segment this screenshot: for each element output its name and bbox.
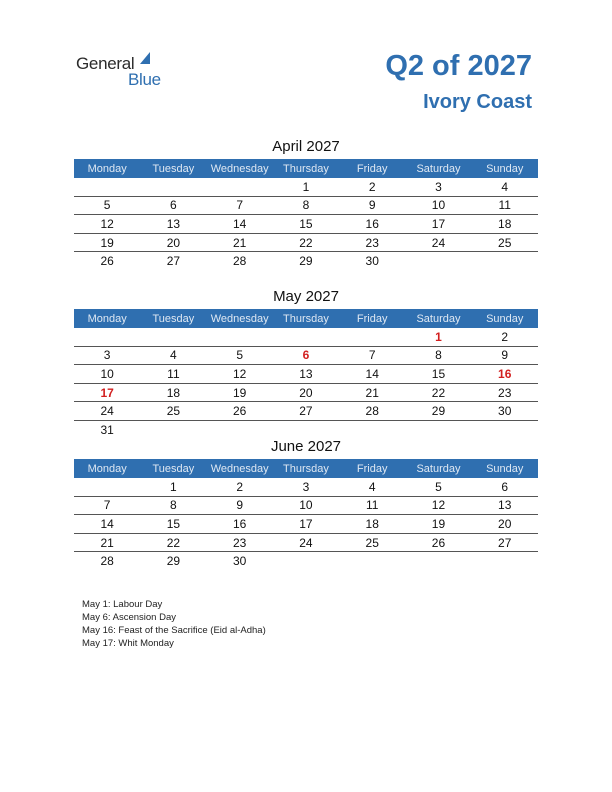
month-may <box>74 287 538 439</box>
day-cell: 3 <box>103 348 111 363</box>
holiday-day-cell: 16 <box>498 366 512 381</box>
day-cell: 2 <box>236 479 243 494</box>
day-cell: 22 <box>431 385 446 400</box>
day-cell: 22 <box>299 235 313 250</box>
day-cell: 19 <box>100 235 114 250</box>
week-row <box>74 534 538 553</box>
day-cell: 23 <box>365 235 379 250</box>
weekday-label: Wednesday <box>210 462 269 475</box>
day-cell: 21 <box>100 535 114 550</box>
day-cell: 24 <box>100 404 114 419</box>
day-cell: 13 <box>299 366 313 381</box>
day-cell: 17 <box>299 516 313 531</box>
weekday-label: Sunday <box>486 462 524 475</box>
day-cell: 29 <box>299 254 313 269</box>
day-cell: 8 <box>435 348 442 363</box>
weekday-header <box>74 159 538 178</box>
day-cell: 15 <box>431 366 446 381</box>
logo-triangle-icon <box>140 52 150 64</box>
day-cell: 7 <box>368 348 376 363</box>
day-cell: 11 <box>498 198 511 213</box>
holiday-day-cell: 6 <box>302 348 310 363</box>
day-cell: 2 <box>368 179 376 194</box>
week-row <box>74 478 538 497</box>
day-cell: 10 <box>431 198 446 213</box>
day-cell: 27 <box>498 535 512 550</box>
week-row <box>74 421 538 439</box>
day-cell: 11 <box>167 366 180 381</box>
day-cell: 23 <box>498 385 512 400</box>
day-cell: 16 <box>365 216 379 231</box>
weekday-label: Monday <box>87 462 127 475</box>
week-row <box>74 215 538 234</box>
page-title: Q2 of 2027 <box>385 50 532 82</box>
day-cell: 7 <box>103 498 111 513</box>
day-cell: 27 <box>166 254 181 269</box>
day-cell: 15 <box>166 516 181 531</box>
weekday-header <box>74 309 538 328</box>
month-title: June 2027 <box>270 438 342 455</box>
week-row <box>74 384 538 403</box>
holiday-notes <box>82 598 266 650</box>
day-cell: 16 <box>232 516 247 531</box>
week-row <box>74 515 538 534</box>
day-cell: 2 <box>501 329 509 344</box>
day-cell: 30 <box>498 404 512 419</box>
day-cell: 4 <box>501 179 509 194</box>
day-cell: 25 <box>166 404 181 419</box>
generalblue-logo <box>76 52 176 88</box>
week-row <box>74 402 538 421</box>
holiday-note: May 6: Ascension Day <box>82 612 176 623</box>
day-cell: 3 <box>435 179 442 194</box>
day-cell: 26 <box>100 254 114 269</box>
month-april <box>74 137 538 270</box>
day-cell: 28 <box>100 554 114 569</box>
day-cell: 20 <box>166 235 181 250</box>
day-cell: 5 <box>435 479 442 494</box>
month-title: May 2027 <box>273 288 339 305</box>
day-cell: 31 <box>100 422 114 437</box>
day-cell: 19 <box>431 516 446 531</box>
weekday-label: Saturday <box>416 162 461 175</box>
day-cell: 20 <box>299 385 313 400</box>
day-cell: 14 <box>232 216 247 231</box>
logo-general-text: General <box>76 54 135 73</box>
day-cell: 14 <box>100 516 114 531</box>
weekday-label: Sunday <box>486 162 524 175</box>
day-cell: 17 <box>431 216 446 231</box>
day-cell: 24 <box>299 535 313 550</box>
day-cell: 10 <box>299 498 313 513</box>
week-row <box>74 234 538 253</box>
holiday-day-cell: 17 <box>100 385 114 400</box>
page-subtitle: Ivory Coast <box>423 91 532 113</box>
weekday-label: Tuesday <box>152 462 195 475</box>
weekday-label: Sunday <box>486 312 524 325</box>
day-cell: 21 <box>365 385 379 400</box>
day-cell: 19 <box>232 385 247 400</box>
month-title: April 2027 <box>272 138 340 155</box>
day-cell: 29 <box>166 554 181 569</box>
weekday-label: Monday <box>87 312 127 325</box>
week-row <box>74 365 538 384</box>
day-cell: 28 <box>232 254 247 269</box>
day-cell: 12 <box>232 366 247 381</box>
day-cell: 4 <box>368 479 376 494</box>
week-row <box>74 552 538 570</box>
day-cell: 20 <box>498 516 512 531</box>
day-cell: 7 <box>236 198 243 213</box>
weekday-label: Thursday <box>283 462 329 475</box>
weekday-header <box>74 459 538 478</box>
day-cell: 23 <box>232 535 247 550</box>
week-row <box>74 197 538 216</box>
day-cell: 21 <box>232 235 247 250</box>
day-cell: 8 <box>170 498 177 513</box>
weekday-label: Saturday <box>416 462 461 475</box>
day-cell: 22 <box>166 535 181 550</box>
day-cell: 14 <box>365 366 379 381</box>
day-cell: 13 <box>166 216 181 231</box>
weekday-label: Thursday <box>283 312 329 325</box>
day-cell: 1 <box>170 479 177 494</box>
day-cell: 9 <box>236 498 243 513</box>
weekday-label: Monday <box>87 162 127 175</box>
week-row <box>74 347 538 366</box>
day-cell: 25 <box>498 235 512 250</box>
day-cell: 13 <box>498 498 512 513</box>
weekday-label: Thursday <box>283 162 329 175</box>
day-cell: 9 <box>501 348 509 363</box>
day-cell: 18 <box>365 516 379 531</box>
weekday-label: Friday <box>356 462 388 475</box>
week-row <box>74 252 538 270</box>
day-cell: 18 <box>498 216 512 231</box>
day-cell: 5 <box>236 348 243 363</box>
day-cell: 29 <box>431 404 446 419</box>
day-cell: 27 <box>299 404 313 419</box>
day-cell: 10 <box>100 366 114 381</box>
day-cell: 12 <box>431 498 446 513</box>
day-cell: 1 <box>302 179 310 194</box>
day-cell: 5 <box>103 198 111 213</box>
day-cell: 4 <box>170 348 177 363</box>
holiday-day-cell: 1 <box>435 329 442 344</box>
day-cell: 15 <box>299 216 313 231</box>
week-row <box>74 497 538 516</box>
day-cell: 11 <box>365 498 379 513</box>
logo-blue-text: Blue <box>128 70 161 89</box>
week-row <box>74 178 538 197</box>
day-cell: 8 <box>302 198 310 213</box>
day-cell: 6 <box>501 479 509 494</box>
day-cell: 24 <box>431 235 446 250</box>
weekday-label: Friday <box>356 162 388 175</box>
day-cell: 26 <box>232 404 247 419</box>
day-cell: 3 <box>302 479 310 494</box>
holiday-note: May 16: Feast of the Sacrifice (Eid al-Adha) <box>82 625 266 636</box>
weekday-label: Friday <box>356 312 388 325</box>
weekday-label: Wednesday <box>210 162 269 175</box>
day-cell: 26 <box>431 535 446 550</box>
day-cell: 9 <box>368 198 376 213</box>
day-cell: 30 <box>365 254 379 269</box>
day-cell: 18 <box>166 385 181 400</box>
day-cell: 30 <box>232 554 247 569</box>
weekday-label: Tuesday <box>152 162 195 175</box>
day-cell: 6 <box>170 198 177 213</box>
day-cell: 25 <box>365 535 379 550</box>
day-cell: 12 <box>100 216 114 231</box>
week-row <box>74 328 538 347</box>
day-cell: 28 <box>365 404 379 419</box>
month-june <box>74 437 538 570</box>
weekday-label: Saturday <box>416 312 461 325</box>
weekday-label: Wednesday <box>210 312 269 325</box>
holiday-note: May 17: Whit Monday <box>82 638 174 649</box>
weekday-label: Tuesday <box>152 312 195 325</box>
holiday-note: May 1: Labour Day <box>82 599 163 610</box>
